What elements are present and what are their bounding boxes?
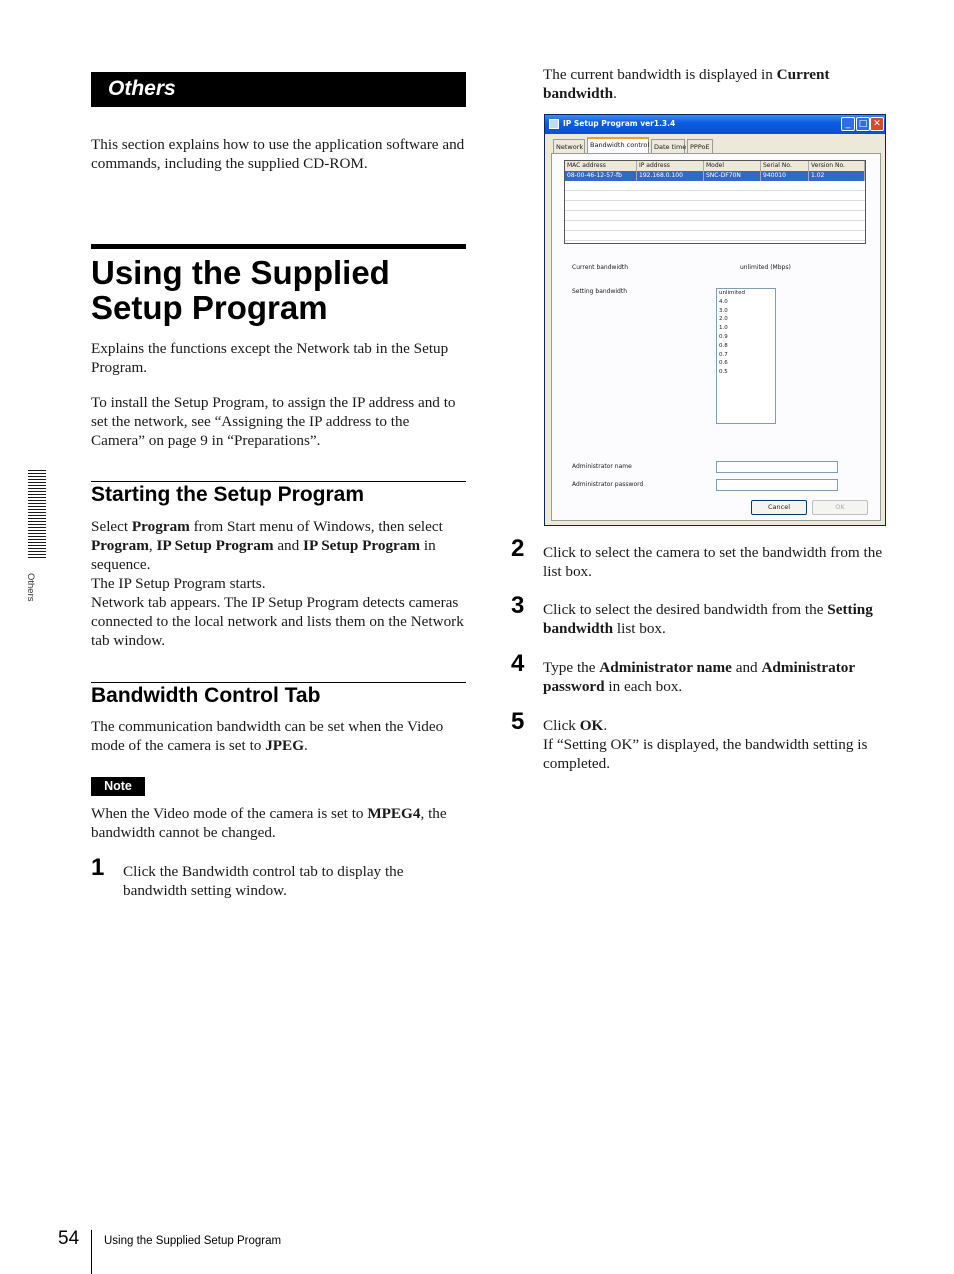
section-banner [91,72,466,107]
list-item[interactable]: 0.9 [719,333,728,340]
list-item[interactable]: 0.8 [719,342,728,349]
step-2-text: Click to select the camera to set the bandwidth from the list box. [543,544,883,580]
bandwidth-heading: Bandwidth Control Tab [91,684,321,707]
maximize-icon[interactable]: □ [856,117,870,131]
note-paragraph: When the Video mode of the camera is set to MPEG4, the bandwidth cannot be changed. [91,805,447,841]
list-item[interactable]: 0.5 [719,369,728,376]
starting-paragraph: Select Program from Start menu of Windows, then select Program, IP Setup Program and IP Setup Program in sequence. The IP Setup Program starts. Network tab appears. The IP Setup Program detects cameras connected to the local network and lists them on the Network tab window. [91,518,464,649]
page-title: Using the Supplied Setup Program [91,254,390,326]
admin-name-label: Administrator name [572,463,632,470]
admin-password-field[interactable] [716,479,838,491]
section-rule [91,481,466,482]
section-banner-label: Others [108,77,176,100]
setting-bandwidth-listbox[interactable] [716,288,776,424]
note-badge: Note [91,777,145,796]
column-header[interactable]: IP address [637,161,704,171]
minimize-icon[interactable]: _ [841,117,855,131]
column-header[interactable]: Version No. [809,161,865,171]
list-item[interactable]: 1.0 [719,325,728,332]
admin-password-label: Administrator password [572,481,644,488]
cancel-button[interactable]: Cancel [751,500,807,515]
footer-divider [91,1230,92,1274]
camera-list-header [565,161,865,171]
title-rule [91,244,466,249]
table-cell: 940010 [761,171,809,181]
column-header[interactable]: Serial No. [761,161,809,171]
admin-name-field[interactable] [716,461,838,473]
step-4-text: Type the Administrator name and Administrator password in each box. [543,659,855,695]
step-number: 5 [511,708,525,735]
setting-bandwidth-label: Setting bandwidth [572,288,628,295]
table-cell: 192.168.0.100 [637,171,704,181]
footer-title: Using the Supplied Setup Program [104,1235,282,1247]
step-number: 3 [511,592,525,619]
bandwidth-panel [551,153,881,521]
current-bandwidth-label: Current bandwidth [572,264,629,271]
current-bandwidth-value: unlimited (Mbps) [740,264,791,271]
tab-pppoe[interactable]: PPPoE [687,139,713,153]
camera-list[interactable] [564,160,866,244]
step-1-text: Click the Bandwidth control tab to display the bandwidth setting window. [123,863,404,899]
step-number: 1 [91,854,105,881]
tab-date-time[interactable]: Date time [651,139,685,153]
list-item[interactable]: 3.0 [719,307,728,314]
bandwidth-paragraph: The communication bandwidth can be set when the Video mode of the camera is set to JPEG. [91,718,444,754]
column-header[interactable]: MAC address [565,161,637,171]
close-icon[interactable]: ✕ [870,117,884,131]
column-header[interactable]: Model [704,161,761,171]
step-number: 2 [511,535,525,562]
dialog-titlebar [545,115,885,134]
section-rule [91,682,466,683]
side-tab-label: Others [25,573,36,602]
list-item[interactable]: unlimited [719,290,745,296]
table-cell: 1.02 [809,171,865,181]
current-bandwidth-paragraph: The current bandwidth is displayed in Current bandwidth. [543,66,830,102]
dialog-title: IP Setup Program ver1.3.4 [563,119,676,128]
ok-button[interactable]: OK [812,500,868,515]
side-tab-stripes [28,470,46,560]
list-item[interactable]: 2.0 [719,316,728,323]
step-number: 4 [511,650,525,677]
install-paragraph: To install the Setup Program, to assign the IP address and to set the network, see “Assigning the IP address to the Camera” on page 9 in “Preparations”. [91,394,456,449]
table-cell: 08-00-46-12-57-fb [565,171,637,181]
tab-bandwidth-control[interactable]: Bandwidth control [587,137,649,153]
page-number: 54 [58,1228,80,1249]
list-item[interactable]: 4.0 [719,298,728,305]
list-item[interactable]: 0.6 [719,360,728,367]
table-cell: SNC-DF70N [704,171,761,181]
tab-network[interactable]: Network [553,139,585,153]
intro-paragraph: This section explains how to use the application software and commands, including the supplied CD-ROM. [91,136,465,172]
ip-setup-dialog-screenshot [544,114,886,526]
empty-rows [565,181,865,244]
explains-paragraph: Explains the functions except the Network tab in the Setup Program. [91,340,449,376]
step-5-text: Click OK. If “Setting OK” is displayed, the bandwidth setting is completed. [543,717,868,772]
step-3-text: Click to select the desired bandwidth from the Setting bandwidth list box. [543,601,873,637]
starting-heading: Starting the Setup Program [91,483,365,506]
table-row[interactable] [565,171,865,181]
list-item[interactable]: 0.7 [719,351,728,358]
app-icon [549,119,559,129]
